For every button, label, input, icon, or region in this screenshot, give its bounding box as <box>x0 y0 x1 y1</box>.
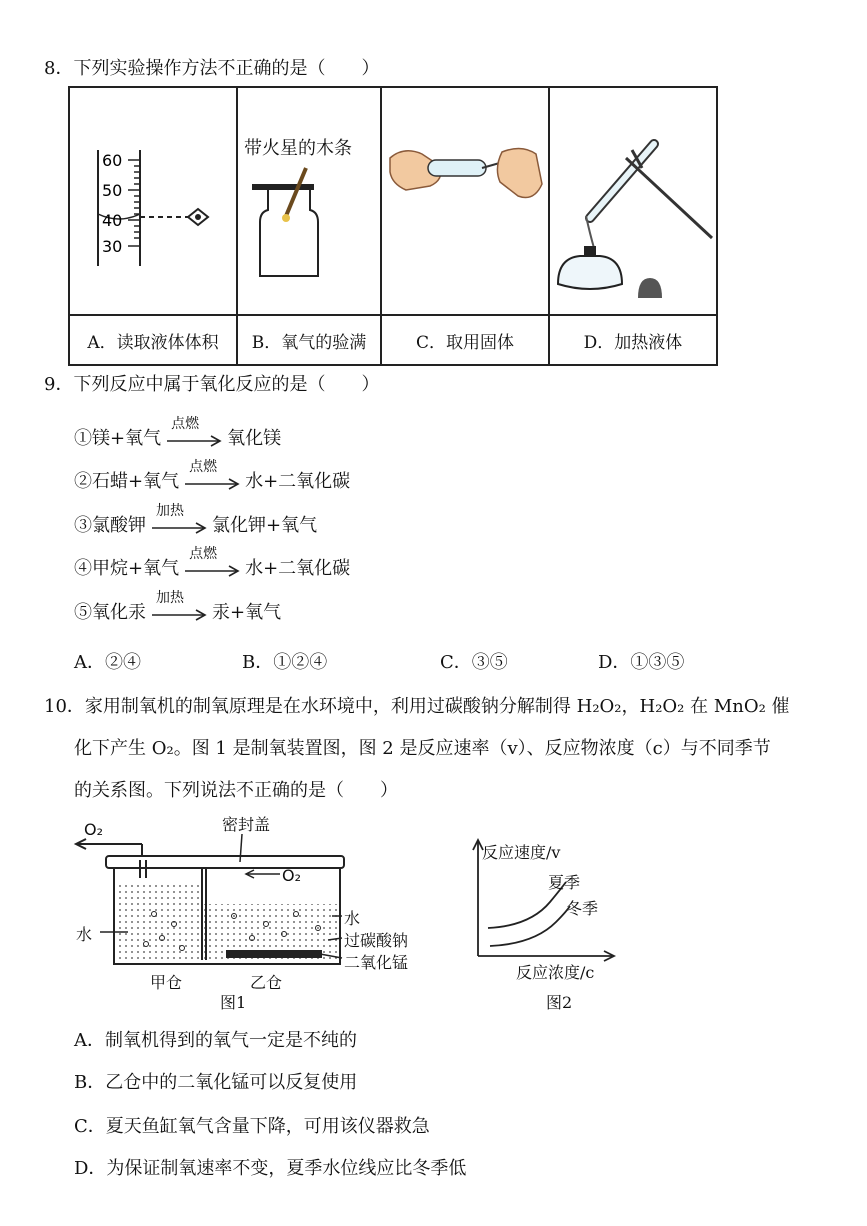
reaction-arrow <box>165 416 223 451</box>
reaction-3-right: 氯化钾+氧气 <box>212 515 318 536</box>
reaction-5-right: 汞+氧气 <box>212 602 282 623</box>
tick-40: 40 <box>102 211 123 230</box>
q9-option-b[interactable]: B．①②④ <box>242 652 328 673</box>
arrow-icon <box>150 522 208 534</box>
figure-1-oxygen-generator <box>70 812 430 1020</box>
q10-stem-line3: 的关系图。下列说法不正确的是（ ） <box>74 780 398 801</box>
reaction-3 <box>74 503 318 541</box>
q8-stem: 8．下列实验操作方法不正确的是（ ） <box>44 58 380 79</box>
reaction-arrow <box>183 546 241 581</box>
alcohol-lamp-icon <box>550 88 716 310</box>
q9-stem: 9．下列反应中属于氧化反应的是（ ） <box>44 374 380 395</box>
figure-2-caption: 图2 <box>546 993 573 1012</box>
water-right-label: 水 <box>344 909 361 928</box>
figure-1-caption: 图1 <box>220 993 247 1012</box>
chamber-a-label: 甲仓 <box>150 973 183 992</box>
winter-label: 冬季 <box>566 899 599 918</box>
image-c-taking-solid <box>381 87 549 315</box>
x-axis-label: 反应浓度/c <box>516 963 595 982</box>
reaction-1-right: 氧化镁 <box>227 428 282 449</box>
reaction-5-left: ⑤氧化汞 <box>74 602 146 623</box>
reaction-arrow <box>150 503 208 538</box>
reaction-arrow <box>183 459 241 494</box>
image-a-graduated-cylinder <box>69 87 237 315</box>
reaction-2 <box>74 459 351 497</box>
tick-60: 60 <box>102 151 123 170</box>
q9-option-d[interactable]: D．①③⑤ <box>598 652 685 673</box>
sealed-lid-label: 密封盖 <box>222 815 271 834</box>
reaction-4 <box>74 546 351 584</box>
o2-outlet-label: O₂ <box>84 820 104 839</box>
tick-50: 50 <box>102 181 123 200</box>
reaction-4-condition: 点燃 <box>189 546 218 562</box>
graduated-cylinder-icon <box>70 88 236 310</box>
reaction-2-condition: 点燃 <box>189 459 218 475</box>
q10-stem-line2: 化下产生 O₂。图 1 是制氧装置图，图 2 是反应速率（v）、反应物浓度（c）与不同季节 <box>74 738 771 759</box>
arrow-icon <box>165 435 223 447</box>
chamber-b-label: 乙仓 <box>250 973 283 992</box>
caption-c: C．取用固体 <box>381 315 549 365</box>
gas-bottle-icon <box>238 88 380 310</box>
reaction-5 <box>74 590 282 628</box>
hands-test-tube-icon <box>382 88 548 310</box>
sodium-percarbonate-label: 过碳酸钠 <box>344 931 409 950</box>
glowing-splint-label: 带火星的木条 <box>244 138 352 159</box>
summer-label: 夏季 <box>548 873 581 892</box>
q10-option-c[interactable]: C．夏天鱼缸氧气含量下降，可用该仪器救急 <box>74 1116 430 1137</box>
caption-b: B．氧气的验满 <box>237 315 381 365</box>
q10-option-a[interactable]: A．制氧机得到的氧气一定是不纯的 <box>74 1030 357 1051</box>
reaction-arrow <box>150 590 208 625</box>
y-axis-label: 反应速度/v <box>482 843 561 862</box>
water-left-label: 水 <box>76 925 93 944</box>
reaction-4-right: 水+二氧化碳 <box>245 558 351 579</box>
caption-a: A．读取液体体积 <box>69 315 237 365</box>
image-b-oxygen-test <box>237 87 381 315</box>
q9-option-a[interactable]: A．②④ <box>74 652 141 673</box>
q8-figure-table <box>68 86 718 366</box>
manganese-dioxide-label: 二氧化锰 <box>344 953 409 972</box>
arrow-icon <box>183 478 241 490</box>
q10-option-b[interactable]: B．乙仓中的二氧化锰可以反复使用 <box>74 1072 358 1093</box>
image-d-heating-liquid <box>549 87 717 315</box>
arrow-icon <box>150 609 208 621</box>
reaction-2-left: ②石蜡+氧气 <box>74 471 180 492</box>
reaction-1-left: ①镁+氧气 <box>74 428 162 449</box>
o2-inner-label: O₂ <box>282 866 302 885</box>
reaction-4-left: ④甲烷+氧气 <box>74 558 180 579</box>
reaction-5-condition: 加热 <box>156 590 184 606</box>
reaction-1-condition: 点燃 <box>171 416 200 432</box>
reaction-3-condition: 加热 <box>156 503 184 519</box>
reaction-3-left: ③氯酸钾 <box>74 515 146 536</box>
q9-option-c[interactable]: C．③⑤ <box>440 652 508 673</box>
reaction-2-right: 水+二氧化碳 <box>245 471 351 492</box>
q10-stem-line1: 10．家用制氧机的制氧原理是在水环境中，利用过碳酸钠分解制得 H₂O₂，H₂O₂ 在 MnO₂ 催 <box>44 696 790 717</box>
q10-option-d[interactable]: D．为保证制氧速率不变，夏季水位线应比冬季低 <box>74 1158 467 1179</box>
caption-d: D．加热液体 <box>549 315 717 365</box>
tick-30: 30 <box>102 237 123 256</box>
figure-2-rate-chart <box>460 830 630 1020</box>
arrow-icon <box>183 565 241 577</box>
reaction-1 <box>74 416 282 454</box>
